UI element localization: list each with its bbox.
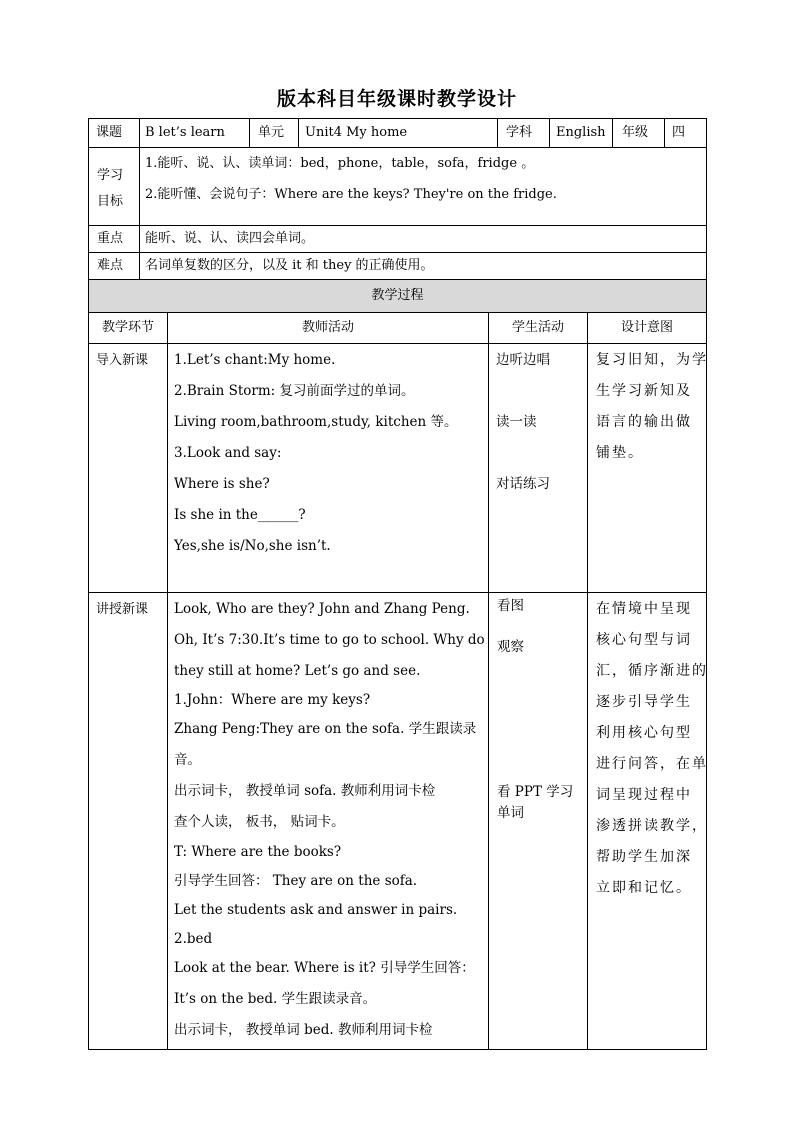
subject-value: English xyxy=(556,125,606,140)
student-line: 边听边唱 xyxy=(496,352,550,368)
teacher-line: Zhang Peng:They are on the sofa. 学生跟读录 xyxy=(174,721,477,737)
intent-line: 汇，循序渐进的 xyxy=(596,663,708,679)
difficulty-label: 难点 xyxy=(97,258,124,273)
student-line: 对话练习 xyxy=(496,476,550,492)
teacher-line: It’s on the bed. 学生跟读录音。 xyxy=(174,991,377,1007)
key-point-label: 重点 xyxy=(97,231,124,246)
teacher-line: 引导学生回答： They are on the sofa. xyxy=(174,873,418,889)
teacher-line: 2.bed xyxy=(174,931,213,947)
table-rule xyxy=(298,118,299,148)
teacher-line: Is she in the______? xyxy=(174,507,306,523)
student-line: 读一读 xyxy=(496,414,537,430)
objective-line-2: 2.能听懂、会说句子：Where are the keys? They're on the fridge. xyxy=(145,187,557,202)
table-rule xyxy=(88,147,707,148)
table-border xyxy=(88,1049,707,1050)
teacher-line: Let the students ask and answer in pairs. xyxy=(174,902,458,918)
teacher-line: Where is she? xyxy=(174,476,270,492)
table-rule xyxy=(139,118,140,280)
unit-label: 单元 xyxy=(258,125,285,140)
section1-teacher-activities xyxy=(174,345,458,562)
teacher-line: 1.Let’s chant:My home. xyxy=(174,352,336,368)
intent-line: 逐步引导学生 xyxy=(596,694,692,710)
subject-label: 学科 xyxy=(506,125,533,140)
unit-value: Unit4 My home xyxy=(305,125,408,140)
column-student: 学生活动 xyxy=(511,320,564,335)
table-rule xyxy=(249,118,250,148)
teacher-line: Look, Who are they? John and Zhang Peng. xyxy=(174,601,470,617)
section1-student-activities xyxy=(496,345,550,500)
key-point-text: 能听、说、认、读四会单词。 xyxy=(145,231,315,246)
table-rule xyxy=(497,118,498,148)
intent-line: 复习旧知，为学 xyxy=(596,352,708,368)
intent-line: 生学习新知及 xyxy=(596,383,692,399)
intent-line: 在情境中呈现 xyxy=(596,601,692,617)
intent-line: 渗透拼读教学， xyxy=(596,818,708,834)
table-border xyxy=(88,118,89,1050)
table-rule xyxy=(587,312,588,1050)
teacher-line: 1.John：Where are my keys? xyxy=(174,692,371,708)
intent-line: 利用核心句型 xyxy=(596,725,692,741)
student-line xyxy=(496,376,550,407)
table-rule xyxy=(549,118,550,148)
table-rule xyxy=(88,225,707,226)
lesson-label: 课题 xyxy=(96,125,123,140)
table-rule xyxy=(612,118,613,148)
teacher-line: 查个人读， 板书， 贴词卡。 xyxy=(174,814,345,830)
teacher-line: 音。 xyxy=(174,752,201,768)
teacher-line: Oh, It’s 7:30.It’s time to go to school. Why do xyxy=(174,632,485,648)
table-border xyxy=(88,118,707,119)
difficulty-text: 名词单复数的区分，以及 it 和 they 的正确使用。 xyxy=(145,258,434,273)
intent-line: 语言的输出做 xyxy=(596,414,692,430)
objectives-label-1: 学习 xyxy=(97,168,124,183)
student-line xyxy=(496,438,550,469)
column-teacher: 教师活动 xyxy=(301,320,354,335)
column-intent: 设计意图 xyxy=(620,320,673,335)
student-line: 观察 xyxy=(497,639,524,655)
table-rule xyxy=(88,312,707,313)
table-border xyxy=(706,118,707,1050)
objective-line-1: 1.能听、说、认、读单词：bed，phone，table，sofa，fridge 。 xyxy=(145,156,535,171)
column-stage: 教学环节 xyxy=(101,320,154,335)
teacher-line: 出示词卡， 教授单词 bed. 教师利用词卡检 xyxy=(174,1022,433,1038)
teacher-line: Look at the bear. Where is it? 引导学生回答： xyxy=(174,960,475,976)
intent-line: 进行问答，在单 xyxy=(596,756,708,772)
table-rule xyxy=(488,312,489,1050)
student-line: 看图 xyxy=(497,598,524,614)
table-rule xyxy=(88,279,707,280)
intent-line: 核心句型与词 xyxy=(596,632,692,648)
section2-design-intent xyxy=(596,594,708,904)
section2-teacher-activities xyxy=(174,594,485,1046)
objectives-label-2: 目标 xyxy=(97,194,124,209)
table-rule xyxy=(88,592,707,593)
table-rule xyxy=(88,252,707,253)
process-heading: 教学过程 xyxy=(371,288,424,303)
teacher-line: T: Where are the books? xyxy=(174,844,342,860)
table-rule xyxy=(88,343,707,344)
section1-stage: 导入新课 xyxy=(96,353,149,368)
lesson-value: B let’s learn xyxy=(145,125,225,140)
table-rule xyxy=(167,312,168,1050)
teacher-line: Yes,she is/No,she isn’t. xyxy=(174,538,331,554)
teacher-line: 出示词卡， 教授单词 sofa. 教师利用词卡检 xyxy=(174,783,436,799)
intent-line: 词呈现过程中 xyxy=(596,787,692,803)
teacher-line: they still at home? Let’s go and see. xyxy=(174,663,421,679)
student-line: 单词 xyxy=(497,805,524,821)
teacher-line: 3.Look and say: xyxy=(174,445,282,461)
intent-line: 铺垫。 xyxy=(596,445,644,461)
intent-line: 帮助学生加深 xyxy=(596,849,692,865)
student-line: 看 PPT 学习 xyxy=(497,784,574,800)
grade-value: 四 xyxy=(672,125,686,140)
grade-label: 年级 xyxy=(622,125,649,140)
page-title: 版本科目年级课时教学设计 xyxy=(276,88,517,110)
teacher-line: Living room,bathroom,study, kitchen 等。 xyxy=(174,414,458,430)
teacher-line: 2.Brain Storm: 复习前面学过的单词。 xyxy=(174,383,415,399)
section2-stage: 讲授新课 xyxy=(96,602,149,617)
section1-design-intent xyxy=(596,345,708,469)
intent-line: 立即和记忆。 xyxy=(596,880,692,896)
table-rule xyxy=(664,118,665,148)
